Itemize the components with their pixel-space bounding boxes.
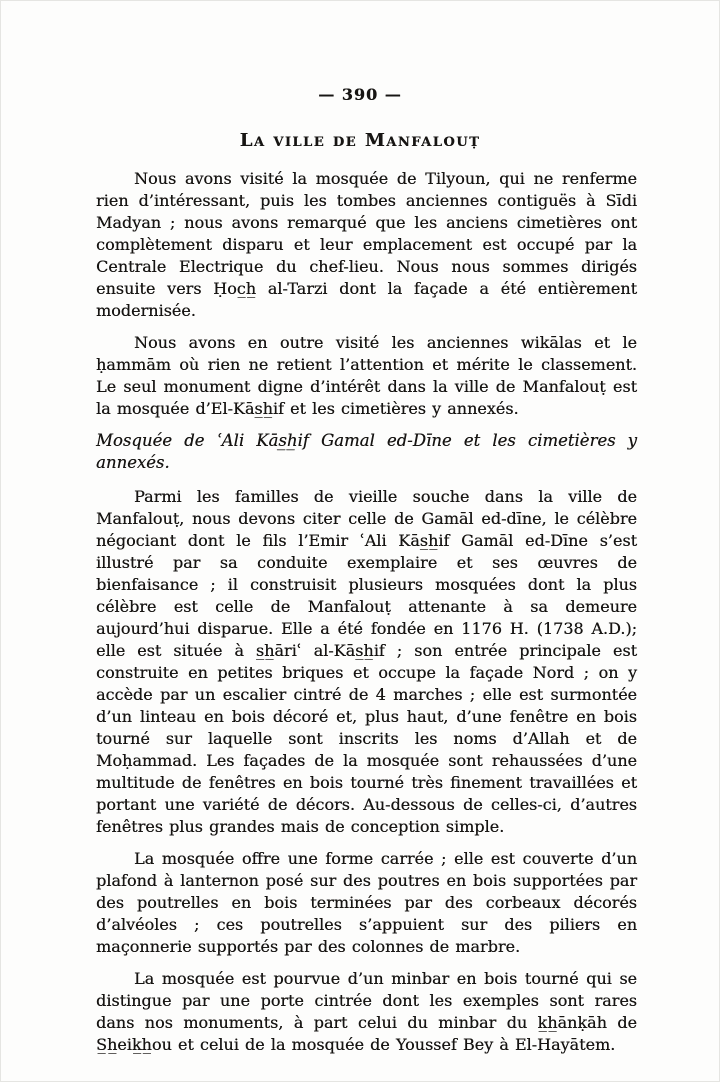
page-number: — 390 — (318, 85, 402, 104)
paragraph-section-2: La mosquée offre une forme carrée ; elle est couverte d’un plafond à lanternon posé sur des poutres en bois supportées par des poutrelles en bois terminées par des corbeaux décorés d’alvéoles ; ces poutrelles s’appuient sur des piliers en maçonnerie supportés par des colonnes de marbre. (96, 849, 637, 956)
text-block (96, 168, 637, 1066)
paragraph-section-1: Parmi les familles de vieille souche dans la ville de Manfalouṭ, nous devons citer celle de Gamāl ed-dīne, le célèbre négociant dont le fils l’Emir ʿAli Kās̲h̲if Gamāl ed-Dīne s’est illustré par sa conduite exemplaire et ses œuvres de bienfaisance ; il construisit plusieurs mosquées dont la plus célèbre est celle de Manfalouṭ attenante à sa demeure aujourd’hui disparue. Elle a été fondée en 1176 H. (1738 A.D.); elle est située à s̲h̲āriʿ al-Kās̲h̲if ; son entrée principale est construite en petites briques et occupe la façade Nord ; on y accède par un escalier cintré de 4 marches ; elle est surmontée d’un linteau en bois décoré et, plus haut, d’une fenêtre en bois tourné sur laquelle sont inscrits les noms d’Allah et de Moḥammad. Les façades de la mosquée sont rehaussées d’une multitude de fenêtres en bois tourné très finement travaillées et portant une variété de décors. Au-dessous de celles-ci, d’autres fenêtres plus grandes mais de conception simple. (96, 487, 637, 836)
section-heading: Mosquée de ʿAli Kās̲h̲if Gamal ed-Dīne et les cimetières y annexés. (96, 431, 637, 472)
paragraph-intro-1: Nous avons visité la mosquée de Tilyoun, qui ne renferme rien d’intéressant, puis les tombes anciennes contiguës à Sīdi Madyan ; nous avons remarqué que les anciens cimetières ont complètement disparu et leur emplacement est occupé par la Centrale Electrique du chef-lieu. Nous nous sommes dirigés ensuite vers Ḥoc̲h̲ al-Tarzi dont la façade a été entièrement modernisée. (96, 169, 637, 320)
paragraph-section-3: La mosquée est pourvue d’un minbar en bois tourné qui se distingue par une porte cintrée dont les exemples sont rares dans nos monuments, à part celui du minbar du k̲h̲ānḳāh de S̲h̲eik̲h̲ou et celui de la mosquée de Youssef Bey à El-Hayātem. (96, 969, 637, 1054)
paragraph-intro-2: Nous avons en outre visité les anciennes wikālas et le ḥammām où rien ne retient l’attention et mérite le classement. Le seul monument digne d’intérêt dans la ville de Manfalouṭ est la mosquée d’El-Kās̲h̲if et les cimetières y annexés. (96, 333, 637, 418)
chapter-title: La ville de Manfalouṭ (239, 130, 481, 151)
